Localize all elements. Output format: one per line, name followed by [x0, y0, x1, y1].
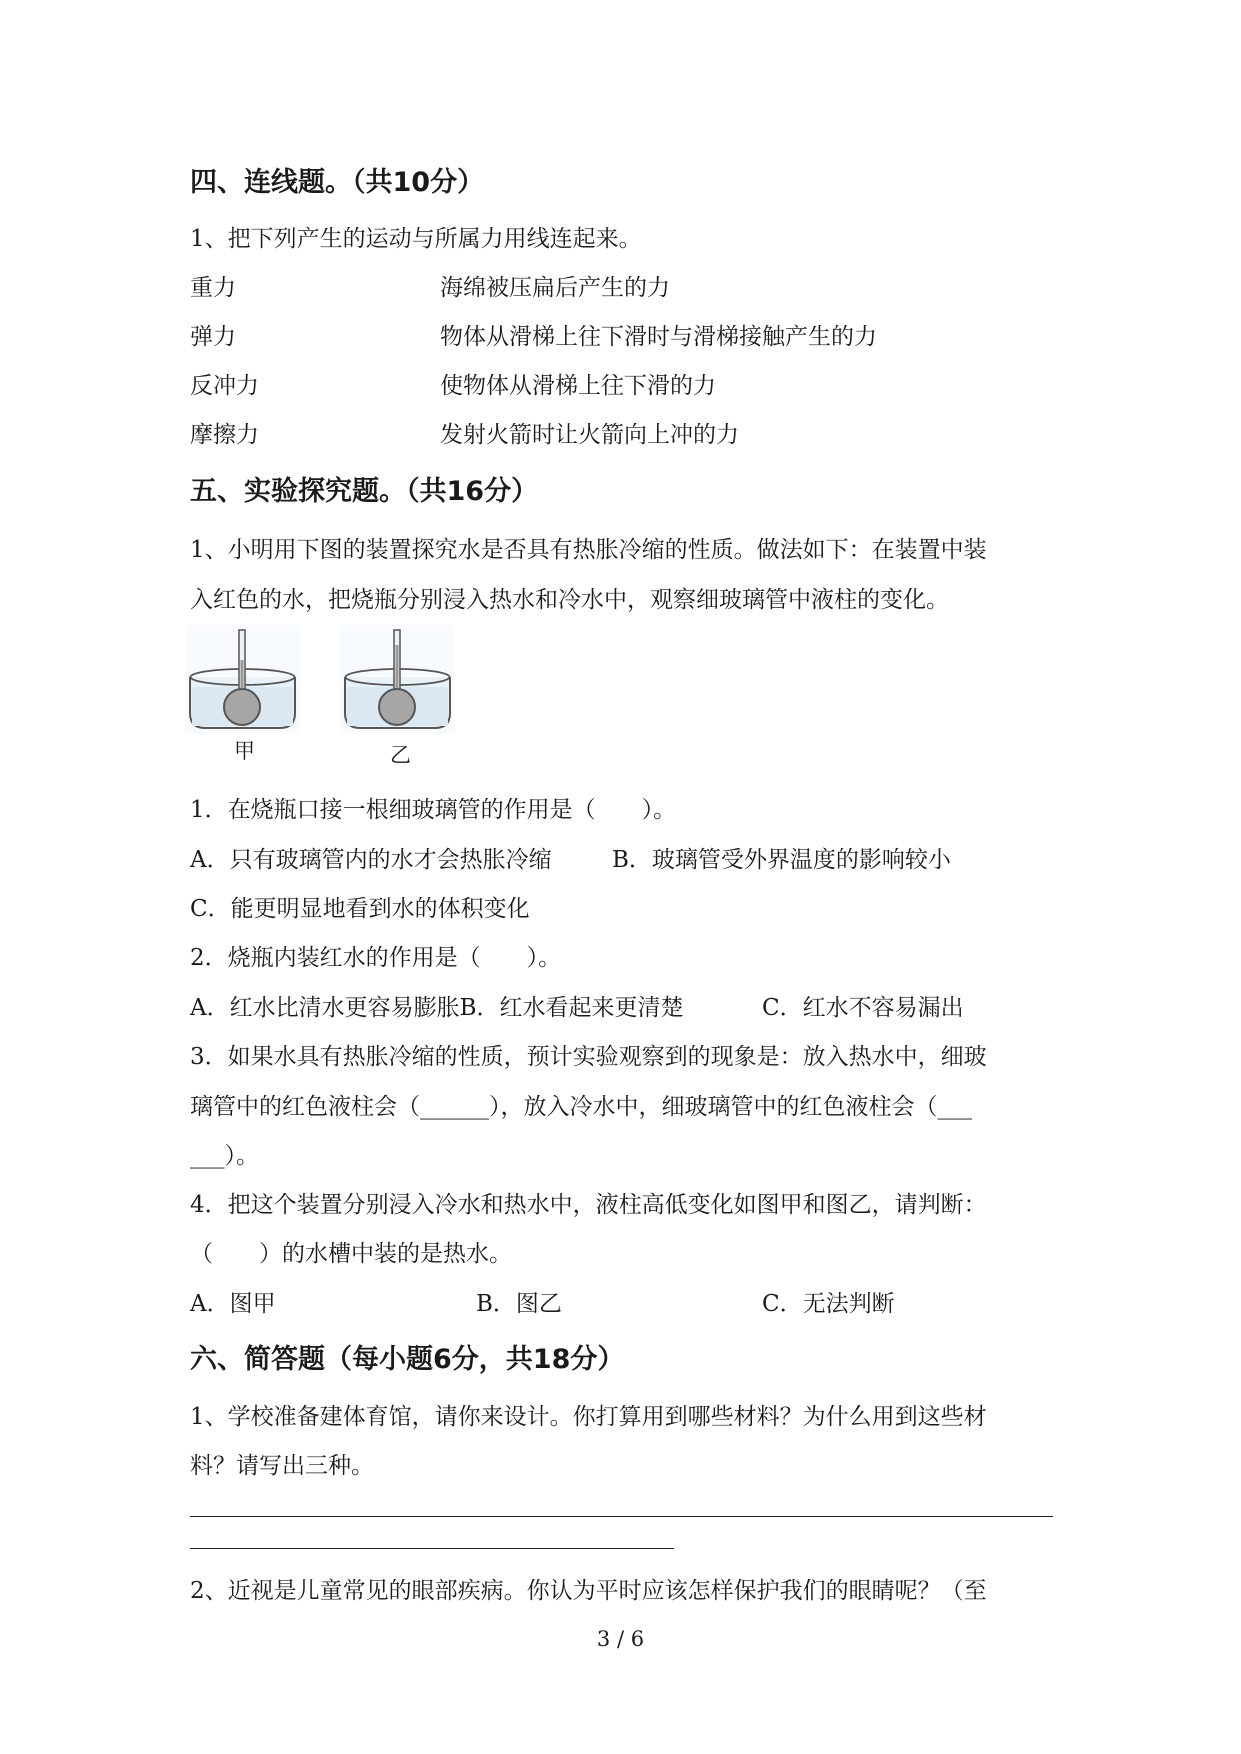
subquestion-2-options-ab: A．红水比清水更容易膨胀B．红水看起来更清楚 — [190, 995, 684, 1021]
section5-heading: 五、实验探究题。（共16分） — [190, 476, 539, 507]
subquestion-3-line3: ___）。 — [190, 1143, 259, 1169]
force-item-recoil: 反冲力 — [190, 373, 259, 399]
subquestion-4-option-b: B．图乙 — [476, 1291, 562, 1317]
section6-question-1-line1: 1、学校准备建体育馆，请你来设计。你打算用到哪些材料？为什么用到这些材 — [190, 1404, 987, 1430]
match-item-1: 海绵被压扁后产生的力 — [440, 275, 670, 301]
force-item-gravity: 重力 — [190, 275, 236, 301]
match-item-4: 发射火箭时让火箭向上冲的力 — [440, 422, 739, 448]
subquestion-4-line1: 4．把这个装置分别浸入冷水和热水中，液柱高低变化如图甲和图乙，请判断： — [190, 1192, 987, 1218]
page-number: 3 / 6 — [596, 1627, 645, 1651]
section6-question-2-line1: 2、近视是儿童常见的眼部疾病。你认为平时应该怎样保护我们的眼睛呢？（至 — [190, 1578, 987, 1604]
section5-intro-line1: 1、小明用下图的装置探究水是否具有热胀冷缩的性质。做法如下：在装置中装 — [190, 537, 987, 563]
subquestion-4-option-a: A．图甲 — [190, 1291, 276, 1317]
subquestion-2: 2．烧瓶内装红水的作用是（ ）。 — [190, 945, 562, 971]
force-item-elastic: 弹力 — [190, 324, 236, 350]
subquestion-4-option-c: C．无法判断 — [762, 1291, 895, 1317]
subquestion-1: 1．在烧瓶口接一根细玻璃管的作用是（ ）。 — [190, 797, 677, 823]
subquestion-1-option-b: B．玻璃管受外界温度的影响较小 — [612, 847, 951, 873]
apparatus-figure-yi — [340, 625, 455, 733]
answer-line-1[interactable] — [190, 1516, 1053, 1517]
figure-label-yi: 乙 — [390, 743, 411, 767]
match-item-2: 物体从滑梯上往下滑时与滑梯接触产生的力 — [440, 324, 877, 350]
figure-label-jia: 甲 — [234, 739, 255, 763]
apparatus-figure-jia — [185, 625, 300, 733]
subquestion-3-line1: 3．如果水具有热胀冷缩的性质，预计实验观察到的现象是：放入热水中，细玻 — [190, 1044, 987, 1070]
answer-line-2[interactable] — [190, 1548, 674, 1549]
section5-intro-line2: 入红色的水，把烧瓶分别浸入热水和冷水中，观察细玻璃管中液柱的变化。 — [190, 587, 949, 613]
section4-question-1: 1、把下列产生的运动与所属力用线连起来。 — [190, 226, 642, 252]
subquestion-1-option-a: A．只有玻璃管内的水才会热胀冷缩 — [190, 847, 552, 873]
subquestion-4-line2: （ ）的水槽中装的是热水。 — [190, 1241, 512, 1267]
subquestion-3-line2: 璃管中的红色液柱会（______），放入冷水中，细玻璃管中的红色液柱会（___ — [190, 1094, 972, 1120]
force-item-friction: 摩擦力 — [190, 422, 259, 448]
subquestion-1-option-c: C．能更明显地看到水的体积变化 — [190, 896, 530, 922]
section6-heading: 六、简答题（每小题6分，共18分） — [190, 1344, 625, 1375]
section4-heading: 四、连线题。（共10分） — [190, 167, 485, 198]
subquestion-2-option-c: C．红水不容易漏出 — [762, 995, 964, 1021]
match-item-3: 使物体从滑梯上往下滑的力 — [440, 373, 716, 399]
section6-question-1-line2: 料？请写出三种。 — [190, 1453, 374, 1479]
